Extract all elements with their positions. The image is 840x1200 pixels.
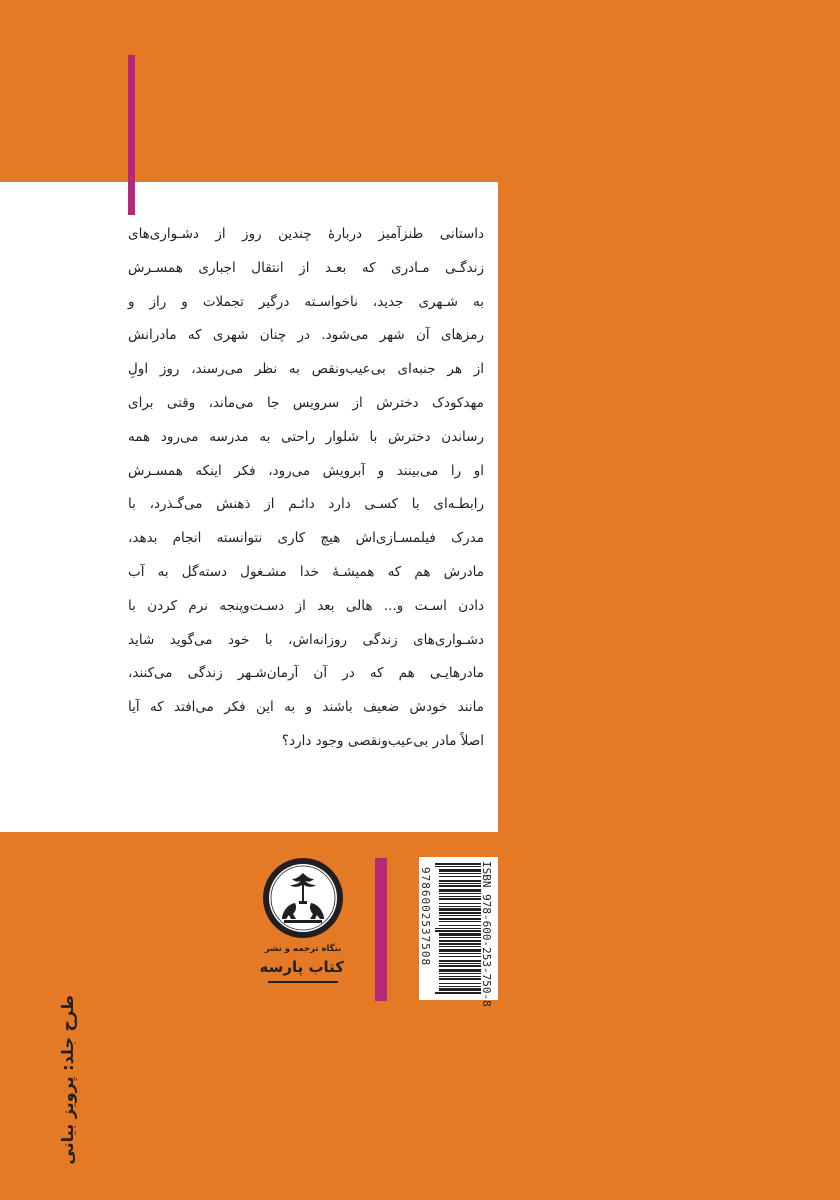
- barcode-bar: [435, 930, 481, 932]
- blurb-line: دشـواری‌های زندگی روزانه‌اش، با خود می‌گوید شاید: [128, 631, 484, 648]
- barcode-bar: [439, 988, 481, 991]
- blurb-line: رمزهای آن شهر می‌شود. در چنان شهری که مادرانش: [128, 327, 484, 344]
- barcode-bar: [439, 965, 481, 967]
- cover-designer-credit: طرح جلد: پرویز بیانی: [58, 995, 77, 1165]
- barcode-bar: [435, 863, 481, 865]
- barcode-bar: [439, 873, 481, 874]
- barcode-bar: [439, 925, 481, 926]
- barcode-bar: [439, 880, 481, 882]
- barcode-bar: [439, 949, 481, 952]
- accent-bar-middle: [375, 858, 387, 1001]
- barcode-bar: [439, 883, 481, 884]
- publisher-name: کتاب پارسه: [259, 958, 344, 976]
- barcode-bar: [439, 889, 481, 892]
- barcode-bar: [439, 918, 481, 920]
- barcode-bar: [439, 903, 481, 904]
- blurb-line: مهدکودک دخترش از سرویس جا می‌ماند، وقتی برای: [128, 394, 484, 411]
- barcode-bar: [439, 921, 481, 922]
- blurb-line: به شـهری جدید، ناخواسـته درگیر تجملات و راز و: [128, 293, 484, 310]
- blurb-line: رابطـه‌ای با کسـی دارد دائـم از ذهنش می‌گـذرد، با: [128, 496, 484, 513]
- blurb-line: داستانی طنزآمیز دربارهٔ چندین روز از دشـواری‌های: [128, 226, 484, 242]
- barcode-bar: [439, 893, 481, 894]
- back-cover-blurb: [128, 218, 484, 759]
- barcode-bar: [439, 953, 481, 954]
- blurb-line: اصلاً مادر بی‌عیب‌ونقصی وجود دارد؟: [281, 732, 484, 749]
- barcode-bar: [439, 960, 481, 962]
- isbn-label: ISBN 978-600-253-750-8: [480, 861, 493, 1007]
- barcode-bar: [439, 937, 481, 938]
- publisher-subtitle: بنگاه ترجمه و نشر: [264, 944, 342, 954]
- barcode-bar: [439, 956, 481, 957]
- barcode-bar: [439, 933, 481, 936]
- blurb-line: او را می‌بینند و آبرویش می‌رود، فکر اینکه همسـرش: [128, 462, 484, 479]
- barcode-bar: [439, 915, 481, 916]
- blurb-line: دادن اسـت و... هالی بعد از دسـت‌وپنجه نرم کردن با: [128, 597, 484, 614]
- barcode-bar: [435, 928, 481, 929]
- isbn-digits: 9786002537508: [419, 867, 432, 967]
- barcode-bar: [439, 912, 481, 914]
- barcode-bar: [439, 876, 481, 877]
- blurb-line: مادرش هم که همیشـهٔ خدا مشـغول دسته‌گل به آب: [128, 563, 484, 580]
- blurb-line: از هر جنبه‌ای بی‌عیب‌ونقص به نظر می‌رسند، روز اولِ: [128, 361, 484, 378]
- barcode-bar: [439, 906, 481, 907]
- blurb-line: زندگـی مـادری که بعـد از انتقال اجباری همسـرش: [128, 259, 484, 276]
- barcode-bar: [439, 885, 481, 887]
- barcode-bar: [435, 866, 481, 867]
- blurb-line: مادرهایـی هم که در آن آرمان‌شـهر زندگی می‌کنند،: [128, 665, 484, 682]
- barcode-bar: [439, 976, 481, 977]
- barcode-bar: [439, 943, 481, 945]
- barcode-bar: [439, 940, 481, 942]
- isbn-barcode: [419, 857, 498, 1007]
- barcode-bar: [439, 896, 481, 897]
- barcode-bar: [439, 983, 481, 984]
- barcode-bar: [439, 986, 481, 987]
- blurb-line: مدرک فیلمسـازی‌اش هیچ کاری نتوانسته انجام بدهد،: [128, 530, 484, 547]
- accent-bar-top: [128, 55, 135, 215]
- publisher-underline: [268, 981, 338, 983]
- barcode-bar: [435, 992, 481, 994]
- barcode-bar: [439, 973, 481, 974]
- barcode-bar: [439, 869, 481, 872]
- barcode-bar: [439, 963, 481, 964]
- publisher-emblem-icon: [262, 857, 344, 939]
- barcode-bar: [439, 898, 481, 900]
- barcode-bar: [439, 969, 481, 972]
- blurb-line: مانند خودش ضعیف باشند و به این فکر می‌افتد که آیا: [128, 699, 484, 716]
- barcode-bar: [439, 908, 481, 911]
- barcode-bar: [439, 946, 481, 947]
- blurb-line: رساندن دخترش با شلوار راحتی به مدرسه می‌رود همه: [128, 428, 484, 445]
- barcode-bar: [439, 978, 481, 980]
